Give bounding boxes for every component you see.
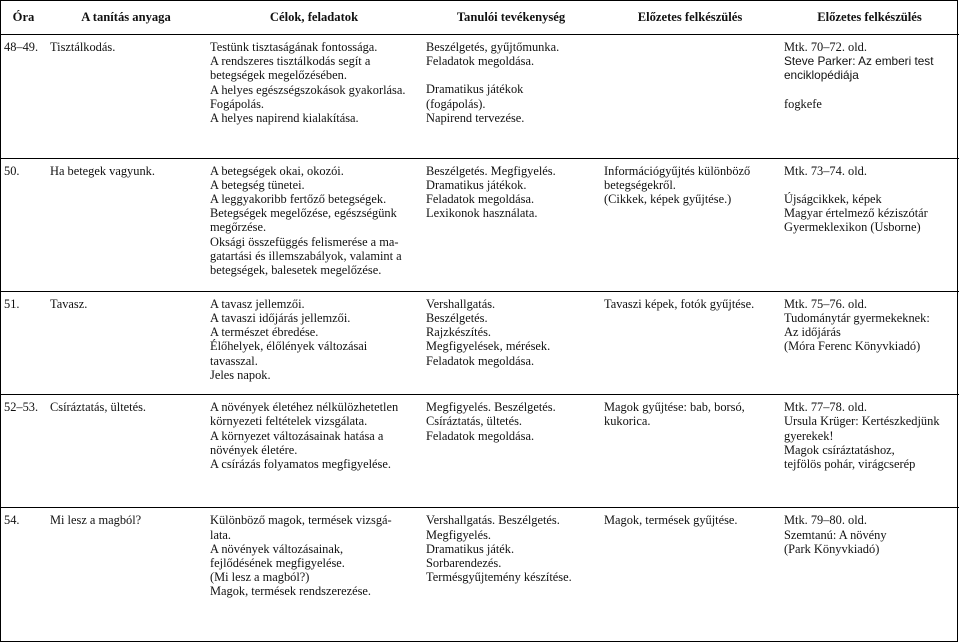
cell-line: gyerekek!	[784, 428, 834, 443]
cell-line: fejlődésének megfigyelése.	[210, 555, 345, 570]
cell-line: Mtk. 79–80. old.	[784, 513, 867, 528]
cell-line: A természet ébredése.	[210, 325, 319, 340]
cell-line: Dramatikus játékok.	[426, 177, 527, 192]
cell-line: lata.	[210, 527, 231, 542]
header-row	[1, 1, 959, 35]
cell-anyag	[46, 395, 206, 508]
cell-line: A környezet változásainak hatása a	[210, 428, 384, 443]
table-row	[1, 291, 959, 395]
cell-line: Élőhelyek, élőlények változásai	[210, 339, 368, 354]
cell-felkeszules-2	[780, 395, 959, 508]
cell-line: Termésgyűjtemény készítése.	[426, 570, 572, 585]
cell-line: A betegségek okai, okozói.	[210, 163, 344, 178]
cell-ora: 50.	[1, 158, 46, 291]
cell-line: Feladatok megoldása.	[426, 353, 535, 368]
cell-line: A rendszeres tisztálkodás segít a	[210, 54, 371, 69]
cell-line: Oksági összefüggés felismerése a ma-	[210, 234, 399, 249]
cell-line: Mi lesz a magból?	[50, 513, 142, 528]
header-felkeszules-1: Előzetes felkészülés	[600, 1, 780, 35]
cell-tevekenyseg	[422, 35, 600, 159]
cell-line: környezeti feltételek vizsgálata.	[210, 414, 368, 429]
cell-felkeszules-2	[780, 291, 959, 395]
cell-ora: 52–53.	[1, 395, 46, 508]
cell-line: Mtk. 75–76. old.	[784, 296, 867, 311]
cell-line: Jeles napok.	[210, 367, 271, 382]
cell-line: A leggyakoribb fertőző betegségek.	[210, 192, 387, 207]
cell-line: A helyes napirend kialakítása.	[210, 111, 359, 126]
table-row	[1, 508, 959, 641]
cell-line: fogkefe	[784, 96, 822, 111]
lesson-plan-table	[1, 1, 959, 641]
cell-line: Ha betegek vagyunk.	[50, 163, 155, 178]
cell-line: (Mi lesz a magból?)	[210, 570, 310, 585]
cell-line	[784, 178, 957, 192]
cell-line: Feladatok megoldása.	[426, 192, 535, 207]
table-row	[1, 35, 959, 159]
cell-line: tejfölös pohár, virágcserép	[784, 457, 916, 472]
cell-ora: 54.	[1, 508, 46, 641]
cell-anyag	[46, 158, 206, 291]
cell-felkeszules-1	[600, 291, 780, 395]
cell-celok	[206, 395, 422, 508]
cell-line: tavasszal.	[210, 353, 258, 368]
cell-line: Tavaszi képek, fotók gyűjtése.	[604, 296, 755, 311]
cell-line: Magok gyűjtése: bab, borsó,	[604, 400, 745, 415]
cell-line: gatartási és illemszabályok, valamint a	[210, 248, 402, 263]
cell-celok	[206, 158, 422, 291]
cell-line: Mtk. 77–78. old.	[784, 400, 867, 415]
cell-anyag	[46, 291, 206, 395]
cell-line: Fogápolás.	[210, 96, 265, 111]
cell-line: A növények változásainak,	[210, 541, 344, 556]
cell-ora: 51.	[1, 291, 46, 395]
cell-line: Feladatok megoldása.	[426, 428, 535, 443]
cell-line: növények életére.	[210, 442, 298, 457]
cell-line: Vershallgatás.	[426, 296, 496, 311]
cell-line: Mtk. 70–72. old.	[784, 40, 867, 54]
header-celok: Célok, feladatok	[206, 1, 422, 35]
cell-line: Gyermeklexikon (Usborne)	[784, 220, 921, 235]
header-felkeszules-2: Előzetes felkészülés	[780, 1, 959, 35]
cell-line: enciklopédiája	[784, 68, 859, 83]
cell-celok	[206, 508, 422, 641]
cell-line: Testünk tisztaságának fontossága.	[210, 40, 378, 54]
cell-line: betegségekről.	[604, 177, 676, 192]
cell-anyag	[46, 508, 206, 641]
cell-line: (Park Könyvkiadó)	[784, 541, 880, 556]
cell-ora: 48–49.	[1, 35, 46, 159]
cell-line: (Móra Ferenc Könyvkiadó)	[784, 339, 921, 354]
cell-line	[784, 83, 957, 97]
cell-celok	[206, 291, 422, 395]
cell-line: A helyes egészségszokások gyakorlása.	[210, 82, 406, 97]
table-row	[1, 395, 959, 508]
cell-line: Betegségek megelőzése, egészségünk	[210, 206, 397, 221]
cell-tevekenyseg	[422, 508, 600, 641]
cell-line: Dramatikus játék.	[426, 541, 515, 556]
cell-line: kukorica.	[604, 414, 651, 429]
cell-line: Ursula Krüger: Kertészkedjünk	[784, 414, 940, 429]
cell-felkeszules-2	[780, 35, 959, 159]
cell-line: betegségek, balesetek megelőzése.	[210, 263, 382, 278]
cell-felkeszules-2	[780, 508, 959, 641]
cell-line: A csírázás folyamatos megfigyelése.	[210, 457, 391, 472]
cell-felkeszules-1	[600, 508, 780, 641]
cell-line: A tavasz jellemzői.	[210, 296, 305, 311]
cell-line: Magyar értelmező kéziszótár	[784, 206, 928, 221]
cell-tevekenyseg	[422, 291, 600, 395]
cell-felkeszules-1	[600, 395, 780, 508]
cell-line: Beszélgetés.	[426, 310, 488, 325]
cell-tevekenyseg	[422, 395, 600, 508]
cell-line: Beszélgetés, gyűjtőmunka.	[426, 40, 560, 54]
cell-line: Magok csíráztatáshoz,	[784, 442, 895, 457]
cell-line: Csíráztatás, ültetés.	[50, 400, 146, 415]
cell-line: megőrzése.	[210, 220, 267, 235]
cell-line: Napirend tervezése.	[426, 110, 525, 125]
cell-line: Sorbarendezés.	[426, 555, 502, 570]
cell-line: Magok, termések rendszerezése.	[210, 584, 371, 599]
cell-line: Lexikonok használata.	[426, 206, 538, 221]
cell-line: Megfigyelés.	[426, 527, 492, 542]
cell-line: Információgyűjtés különböző	[604, 163, 751, 178]
cell-line: Újságcikkek, képek	[784, 191, 882, 206]
cell-line: Szemtanú: A növény	[784, 527, 887, 542]
cell-line: A tavaszi időjárás jellemzői.	[210, 310, 351, 325]
cell-anyag	[46, 35, 206, 159]
cell-line: Megfigyelések, mérések.	[426, 339, 551, 354]
header-tevekenyseg: Tanulói tevékenység	[422, 1, 600, 35]
cell-line: Steve Parker: Az emberi test	[784, 54, 934, 69]
cell-line: Tavasz.	[50, 296, 88, 311]
cell-felkeszules-2	[780, 158, 959, 291]
table-row	[1, 158, 959, 291]
cell-line: (fogápolás).	[426, 96, 486, 111]
cell-line: Tisztálkodás.	[50, 40, 116, 54]
cell-line: Magok, termések gyűjtése.	[604, 513, 738, 528]
cell-celok	[206, 35, 422, 159]
cell-line: (Cikkek, képek gyűjtése.)	[604, 192, 732, 207]
cell-line: Az időjárás	[784, 325, 841, 340]
cell-line: Mtk. 73–74. old.	[784, 163, 867, 178]
cell-line: Tudománytár gyermekeknek:	[784, 310, 930, 325]
header-ora: Óra	[1, 1, 46, 35]
cell-line: Megfigyelés. Beszélgetés.	[426, 400, 556, 415]
cell-line: Beszélgetés. Megfigyelés.	[426, 163, 556, 178]
cell-line: A betegség tünetei.	[210, 177, 305, 192]
cell-line: Különböző magok, termések vizsgá-	[210, 513, 392, 528]
cell-tevekenyseg	[422, 158, 600, 291]
cell-line: Vershallgatás. Beszélgetés.	[426, 513, 560, 528]
cell-line: Dramatikus játékok	[426, 82, 524, 97]
cell-line: A növények életéhez nélkülözhetetlen	[210, 400, 399, 415]
cell-felkeszules-1	[600, 35, 780, 159]
header-anyag: A tanítás anyaga	[46, 1, 206, 35]
cell-felkeszules-1	[600, 158, 780, 291]
cell-line	[426, 68, 598, 82]
cell-line: Feladatok megoldása.	[426, 54, 535, 69]
cell-line: Rajzkészítés.	[426, 325, 492, 340]
cell-line: betegségek megelőzésében.	[210, 68, 347, 83]
cell-line: Csíráztatás, ültetés.	[426, 414, 522, 429]
